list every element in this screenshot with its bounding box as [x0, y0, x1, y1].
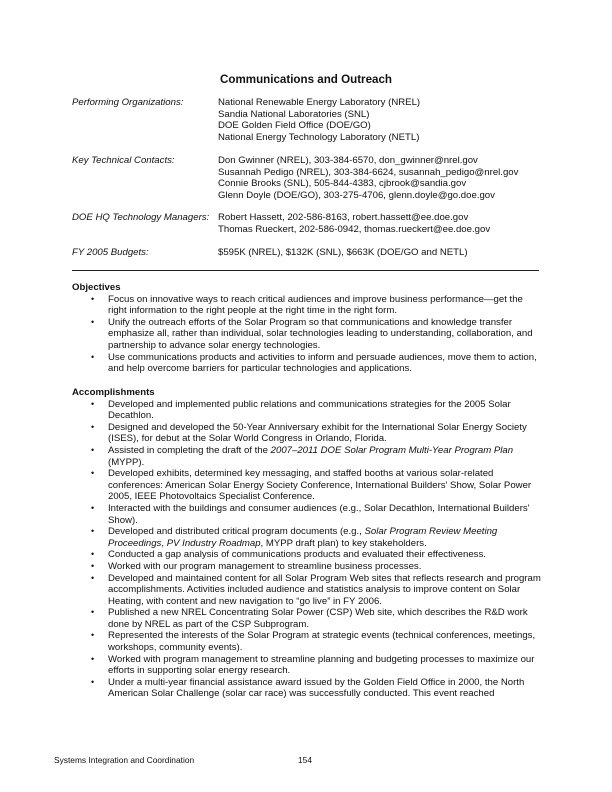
- key-technical-contacts-label: Key Technical Contacts:: [72, 155, 175, 166]
- fy-budgets: [72, 247, 542, 259]
- bullet-icon: •: [91, 572, 95, 583]
- footer-section-name: Systems Integration and Coordination: [54, 755, 195, 765]
- bullet-icon: •: [91, 549, 95, 560]
- bullet-icon: •: [91, 526, 95, 537]
- organization: Sandia National Laboratories (SNL): [218, 108, 370, 120]
- list-item: • Interacted with the buildings and consumer audiences (e.g., Solar Decathlon, International Builders' Show).: [91, 502, 530, 526]
- bullet-icon: •: [91, 398, 95, 409]
- list-item: • Represented the interests of the Solar Program at strategic events (technical conferences, meetings, workshops, community events).: [91, 630, 536, 654]
- bullet-icon: •: [91, 653, 95, 664]
- organization: National Renewable Energy Laboratory (NREL): [218, 97, 421, 108]
- page-title: Communications and Outreach: [220, 73, 392, 86]
- accomplishments-list: [72, 399, 542, 700]
- manager: Robert Hassett, 202-586-8163, robert.hassett@ee.doe.gov: [218, 212, 469, 223]
- bullet-icon: •: [91, 421, 95, 432]
- list-item: • Worked with our program management to streamline business processes.: [91, 560, 422, 572]
- contact: Glenn Doyle (DOE/GO), 303-275-4706, glenn.doyle@go.doe.gov: [218, 189, 495, 201]
- list-item: • Use communications products and activities to inform and persuade audiences, move them to action, and help overcome barriers for particular technologies and applications.: [91, 351, 537, 375]
- list-item: • Published a new NREL Concentrating Solar Power (CSP) Web site, which describes the R&D work done by NREL as part of the CSP Subprogram.: [91, 607, 528, 630]
- bullet-icon: •: [91, 468, 95, 479]
- objectives-heading: Objectives: [72, 282, 121, 293]
- bullet-icon: •: [91, 293, 95, 304]
- document-title: Solar Program Review Meeting Proceedings: [108, 526, 498, 549]
- list-item: • Unify the outreach efforts of the Solar Program so that communications and knowledge transfer emphasize all, rather than individual, solar technologies leading to understanding, collaboration, and partnership to advance solar energy technologies.: [91, 316, 533, 351]
- doe-hq-managers-label: DOE HQ Technology Managers:: [72, 212, 210, 223]
- objectives-section: [72, 282, 542, 375]
- accomplishments-heading: Accomplishments: [72, 387, 155, 398]
- key-technical-contacts: [72, 155, 542, 201]
- performing-organizations-label: Performing Organizations:: [72, 97, 184, 108]
- footer-page-number: 154: [298, 755, 312, 765]
- document-title: 2007–2011 DOE Solar Program Multi-Year Program Plan: [270, 444, 514, 456]
- bullet-icon: •: [91, 676, 95, 687]
- list-item: • Designed and developed the 50-Year Anniversary exhibit for the International Solar Energy Society (ISES), for debut at the Solar World Congress in Orlando, Florida.: [91, 421, 527, 445]
- contact: Susannah Pedigo (NREL), 303-384-6624, susannah_pedigo@nrel.gov: [218, 166, 519, 178]
- list-item: • Developed and maintained content for all Solar Program Web sites that reflects research and program accomplishments. Activities included audience and statistics analysis to improve content on Solar Heating, with content and new navigation to “go live” in FY 2006.: [91, 572, 541, 607]
- bullet-icon: •: [91, 351, 95, 362]
- bullet-icon: •: [91, 560, 95, 571]
- list-item: • Worked with program management to streamline planning and budgeting processes to maximize our efforts in supporting solar energy research.: [91, 653, 535, 677]
- bullet-icon: •: [91, 630, 95, 641]
- list-item: • Focus on innovative ways to reach critical audiences and improve business performance—get the right information to the right people at the right time in the right form.: [91, 293, 523, 317]
- contact: Don Gwinner (NREL), 303-384-6570, don_gwinner@nrel.gov: [218, 155, 478, 166]
- budget-values: $595K (NREL), $132K (SNL), $663K (DOE/GO and NETL): [218, 247, 468, 258]
- list-item: • Developed and implemented public relations and communications strategies for the 2005 Solar Decathlon.: [91, 398, 511, 422]
- horizontal-divider: [72, 270, 539, 271]
- bullet-icon: •: [91, 316, 95, 327]
- fy-budgets-label: FY 2005 Budgets:: [72, 247, 149, 258]
- list-item: • Conducted a gap analysis of communications products and evaluated their effectiveness.: [91, 549, 486, 561]
- bullet-icon: •: [91, 444, 95, 455]
- contact: Connie Brooks (SNL), 505-844-4383, cjbrook@sandia.gov: [218, 178, 467, 190]
- accomplishments-section: [72, 387, 542, 700]
- list-item: • Assisted in completing the draft of the 2007–2011 DOE Solar Program Multi-Year Program Plan (MYPP).: [91, 444, 514, 468]
- organization: DOE Golden Field Office (DOE/GO): [218, 120, 371, 132]
- objectives-list: [72, 294, 542, 375]
- list-item: • Under a multi-year financial assistance award issued by the Golden Field Office in 2000, the North American Solar Challenge (solar car race) was successfully conducted. This event reached: [91, 676, 525, 700]
- organization: National Energy Technology Laboratory (NETL): [218, 131, 420, 143]
- manager: Thomas Rueckert, 202-586-0942, thomas.rueckert@ee.doe.gov: [218, 223, 491, 235]
- bullet-icon: •: [91, 502, 95, 513]
- bullet-icon: •: [91, 607, 95, 618]
- document-title: PV Industry Roadmap: [166, 537, 261, 549]
- list-item: • Developed exhibits, determined key messaging, and staffed booths at various solar-related conferences: American Solar Energy Society Conference, International Builders' Show, Solar Power 2005, IEEE Photovoltaics Specialist Conference.: [91, 468, 532, 503]
- doe-hq-technology-managers: [72, 212, 542, 235]
- performing-organizations: [72, 97, 542, 143]
- list-item: • Developed and distributed critical program documents (e.g., Solar Program Review Meeting Proceedings, PV Industry Roadmap, MYPP draft plan) to key stakeholders.: [91, 526, 498, 549]
